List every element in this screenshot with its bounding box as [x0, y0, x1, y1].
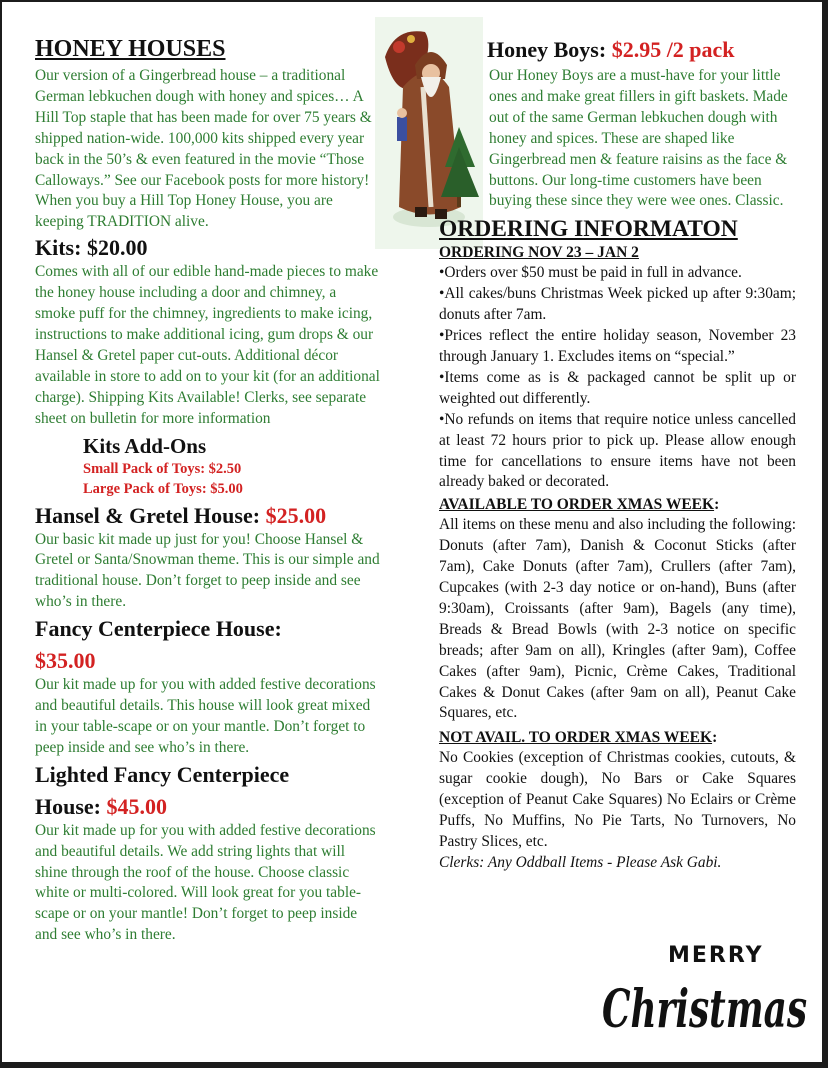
- available-xmas-colon: :: [714, 496, 720, 514]
- honey-boys-name: Honey Boys:: [487, 37, 612, 62]
- ordering-bullet-5: •No refunds on items that require notice unless cancelled at least 72 hours prior to pick up. Please allow enough time for cancellations to ensure items have not been already baked or decorated.: [439, 410, 796, 491]
- lighted-centerpiece-name2: House:: [35, 793, 107, 819]
- left-column: [35, 36, 380, 946]
- hansel-gretel-text: Our basic kit made up just for you! Choose Hansel & Gretel or Santa/Snowman theme. This is our simple and traditional house. Don’t forget to peep inside and see who’s in there.: [35, 530, 380, 611]
- kits-addons-title: Kits Add-Ons: [83, 433, 207, 458]
- kits-title: Kits: $20.00: [35, 235, 148, 261]
- ordering-bullet-1: •Orders over $50 must be paid in full in advance.: [439, 264, 742, 282]
- ordering-dates: ORDERING NOV 23 – JAN 2: [439, 244, 639, 262]
- merry-text: MERRY: [668, 943, 764, 968]
- available-xmas-text: All items on these menu and also including the following: Donuts (after 7am), Danish & Coconut Sticks (after 7am), Cake Donuts (after 7am), Crullers (after 7am), Cupcakes (with 2-3 day notice or on-hand), Buns (after 9:30am), Croissants (after 9am), Bagels (any time), Breads & Bread Bowls (with 2-3 notice on specific breads; after 9am on all), Kringles (after 9am), Coffee Cakes (after 9am), Picnic, Crème Cakes, Traditional Cakes & Donut Cakes (after 9am on all), Peanut Cake Squares, etc.: [439, 516, 796, 722]
- lighted-centerpiece-text: Our kit made up for you with added festive decorations and beautiful details. We add string lights that will shine through the roof of the house. Choose classic white or multi-colored. Will look great for you table-scape or on your mantle! Don’t forget to peep inside and see who’s in there.: [35, 821, 376, 944]
- large-pack-toys: Large Pack of Toys: $5.00: [83, 480, 243, 497]
- lighted-centerpiece-name1: Lighted Fancy Centerpiece: [35, 761, 290, 787]
- lighted-centerpiece-title: [35, 793, 380, 821]
- hansel-gretel-name: Hansel & Gretel House:: [35, 502, 266, 528]
- menu-page: [2, 2, 822, 1062]
- available-xmas-heading: [439, 494, 796, 515]
- christmas-text: Christmas: [602, 979, 807, 1040]
- not-available-text: No Cookies (exception of Christmas cookies, cutouts, & sugar cookie dough), No Bars or Cake Squares (exception of Peanut Cake Squares) No Eclairs or Crème Puffs, No Muffins, No Pie Tarts, No Turnovers, No Pastry Slices, etc.: [439, 749, 796, 850]
- fancy-centerpiece-text: Our kit made up for you with added festive decorations and beautiful details. This house will look great mixed in your table-scape or on your mantle. Don’t forget to peep inside and see who’s in there.: [35, 676, 376, 756]
- ordering-bullet-4: •Items come as is & packaged cannot be split up or weighted out differently.: [439, 368, 796, 407]
- ordering-bullet-2: •All cakes/buns Christmas Week picked up after 9:30am; donuts after 7am.: [439, 285, 796, 324]
- right-column: [439, 36, 796, 874]
- lighted-centerpiece-price: $45.00: [106, 793, 167, 819]
- honey-houses-text: Our version of a Gingerbread house – a traditional German lebkuchen dough with honey and spices… A Hill Top staple that has been made for over 75 years & shipped nation-wide. 100,000 kits shipped every year back in the 50’s & even featured in the movie “Those Calloways.” See our Facebook posts for more history! When you buy a Hill Top Honey House, you are keeping TRADITION alive.: [35, 67, 372, 231]
- hansel-gretel-price: $25.00: [265, 502, 327, 528]
- available-xmas-title: AVAILABLE TO ORDER XMAS WEEK: [439, 496, 715, 514]
- fancy-centerpiece-name: Fancy Centerpiece House:: [35, 616, 282, 642]
- small-pack-toys: Small Pack of Toys: $2.50: [83, 460, 242, 477]
- not-available-title: NOT AVAIL. TO ORDER XMAS WEEK: [439, 729, 713, 747]
- fancy-centerpiece-price: $35.00: [35, 648, 96, 674]
- honey-boys-text: Our Honey Boys are a must-have for your little ones and make great fillers in gift baskets. Made out of the same German lebkuchen dough with honey and spices. These are shaped like Gingerbread men & feature raisins as the face & buttons. Our long-time customers have been buying these since they were wee ones. Classic.: [489, 67, 788, 210]
- hansel-gretel-title: [35, 502, 380, 530]
- clerks-note: Clerks: Any Oddball Items - Please Ask Gabi.: [439, 853, 722, 871]
- honey-boys-price: $2.95 /2 pack: [611, 37, 735, 62]
- ordering-info-title: ORDERING INFORMATON: [439, 216, 738, 243]
- merry-christmas-lettering: [600, 932, 810, 1057]
- honey-boys-title: [439, 36, 796, 64]
- not-available-colon: :: [712, 729, 718, 747]
- kits-text: Comes with all of our edible hand-made pieces to make the honey house including a door and chimney, a smoke puff for the chimney, ingredients to make icing, instructions to make additional icing, gum drops & our Hansel & Gretel paper cut-outs. Additional décor available in store to add on to your kit (for an additional charge). Shipping Kits Available! Clerks, see separate sheet on bulletin for more information: [35, 263, 380, 427]
- honey-houses-title: HONEY HOUSES: [35, 36, 226, 62]
- ordering-bullet-3: •Prices reflect the entire holiday season, November 23 through January 1. Excludes items on “special.”: [439, 327, 796, 365]
- not-available-heading: [439, 727, 796, 748]
